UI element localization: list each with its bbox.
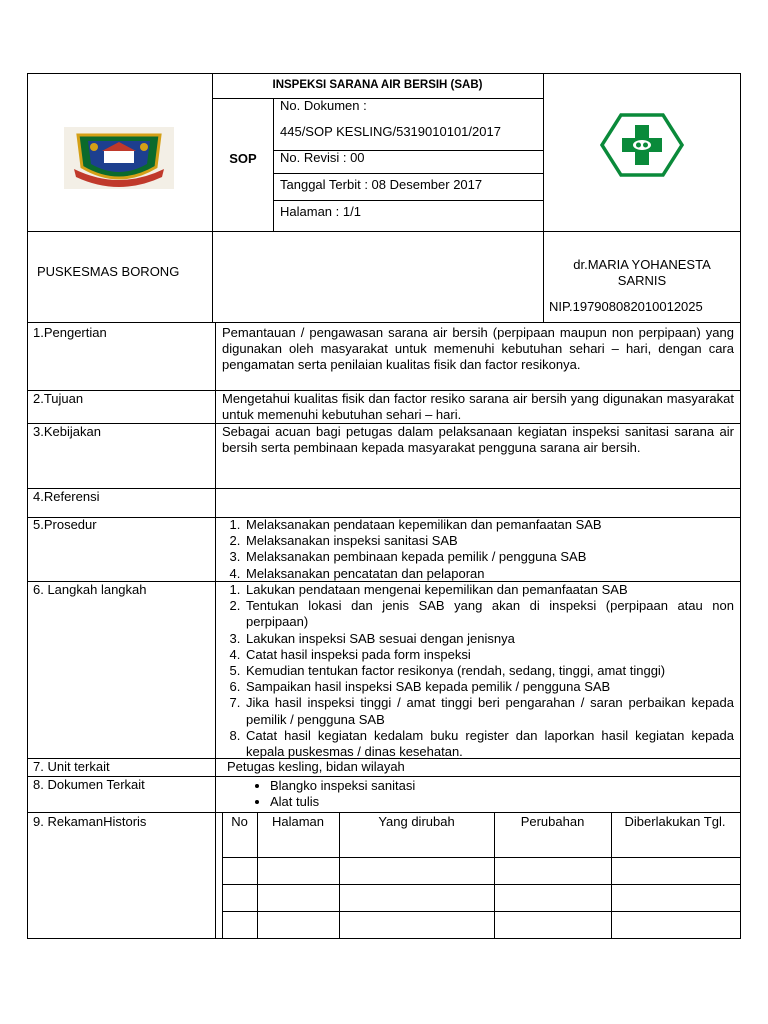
langkah-list <box>217 582 734 760</box>
tujuan-label: 2.Tujuan <box>33 391 84 406</box>
kebijakan-text: Sebagai acuan bagi petugas dalam pelaksanaan kegiatan inspeksi sanitasi sarana air bersih serta pembinaan kepada masyarakat pengguna sarana air bersih. <box>222 424 734 455</box>
signer-name-line1: dr.MARIA YOHANESTA <box>573 257 711 272</box>
dokumen-list <box>243 778 670 810</box>
rekaman-label: 9. RekamanHistoris <box>33 814 147 829</box>
kebijakan-label: 3.Kebijakan <box>33 424 101 439</box>
list-item: 4. Melaksanakan pencatatan dan pelaporan <box>244 566 734 582</box>
pengertian-label: 1.Pengertian <box>33 325 107 340</box>
sop-label: SOP <box>229 151 257 166</box>
list-item: 3. Melaksanakan pembinaan kepada pemilik / pengguna SAB <box>244 549 734 565</box>
list-item: 8. Catat hasil kegiatan kedalam buku register dan laporkan hasil kegiatan kepada kepala puskesmas / dinas kesehatan. <box>244 728 734 760</box>
list-item: 6. Sampaikan hasil inspeksi SAB kepada pemilik / pengguna SAB <box>244 679 734 695</box>
list-item: 2. Tentukan lokasi dan jenis SAB yang akan di inspeksi (perpipaan atau non perpipaan) <box>244 598 734 630</box>
dokumen-label: 8. Dokumen Terkait <box>33 777 145 792</box>
document-title: INSPEKSI SARANA AIR BERSIH (SAB) <box>272 79 483 91</box>
prosedur-list <box>217 517 734 582</box>
column-header-perubahan: Perubahan <box>520 814 585 829</box>
list-item: 3. Lakukan inspeksi SAB sesuai dengan jenisnya <box>244 631 734 647</box>
unit-label: 7. Unit terkait <box>33 759 110 774</box>
column-header-diberlakukan: Diberlakukan Tgl. <box>624 814 726 829</box>
referensi-label: 4.Referensi <box>33 489 100 504</box>
column-header-yang-dirubah: Yang dirubah <box>378 814 455 829</box>
column-header-no: No <box>231 814 248 829</box>
signer-name-line2: SARNIS <box>617 273 667 288</box>
tujuan-text: Mengetahui kualitas fisik dan factor resiko sarana air bersih yang digunakan masyarakat untuk memenuhi kebutuhan sehari – hari. <box>222 391 734 422</box>
organization-name: PUSKESMAS BORONG <box>37 264 180 279</box>
puskesmas-cross-logo <box>600 113 684 177</box>
list-item: 2. Melaksanakan inspeksi sanitasi SAB <box>244 533 734 549</box>
tanggal-terbit: Tanggal Terbit : 08 Desember 2017 <box>280 177 483 192</box>
halaman: Halaman : 1/1 <box>280 204 361 219</box>
list-item: 5. Kemudian tentukan factor resikonya (rendah, sedang, tinggi, amat tinggi) <box>244 663 734 679</box>
prosedur-label: 5.Prosedur <box>33 517 97 532</box>
column-header-halaman: Halaman <box>271 814 325 829</box>
regency-logo <box>64 127 174 189</box>
signer-nip: NIP.197908082010012025 <box>549 299 703 314</box>
list-item: 4. Catat hasil inspeksi pada form inspeksi <box>244 647 734 663</box>
list-item: 7. Jika hasil inspeksi tinggi / amat tinggi beri pengarahan / saran perbaikan kepada pemilik / pengguna SAB <box>244 695 734 727</box>
no-revisi: No. Revisi : 00 <box>280 150 365 165</box>
unit-text: Petugas kesling, bidan wilayah <box>227 759 405 774</box>
no-dokumen-label: No. Dokumen : <box>280 98 367 113</box>
list-item: • Alat tulis <box>270 794 670 810</box>
pengertian-text: Pemantauan / pengawasan sarana air bersih (perpipaan maupun non perpipaan) yang digunakan oleh masyarakat untuk memenuhi kebutuhan sehari – hari, dengan cara pengamatan serta penilaian kualitas fisik dan factor resikonya. <box>222 325 734 372</box>
no-dokumen-value: 445/SOP KESLING/5319010101/2017 <box>280 124 501 139</box>
list-item: 1. Lakukan pendataan mengenai kepemilikan dan pemanfaatan SAB <box>244 582 734 598</box>
langkah-label: 6. Langkah langkah <box>33 582 147 597</box>
list-item: 1. Melaksanakan pendataan kepemilikan dan pemanfaatan SAB <box>244 517 734 533</box>
list-item: • Blangko inspeksi sanitasi <box>270 778 670 794</box>
